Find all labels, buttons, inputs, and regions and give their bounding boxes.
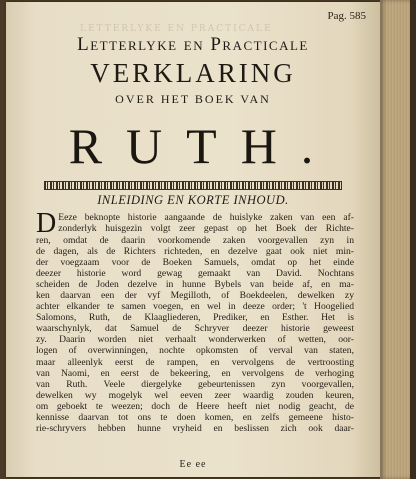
body-text (36, 212, 354, 434)
book-cover-edge (410, 0, 416, 479)
text-line: om geboekt te weezen; doch de Heere heeft niet nodig geacht, de (36, 400, 354, 412)
text-line: scheiden de Joden dezelve in hunne Bybels van beide af, en ma- (36, 279, 354, 291)
bleed-through-text: LETTERLYKE EN PRACTICALE (80, 24, 273, 34)
ornamental-rule (44, 181, 342, 190)
text-lines (36, 235, 354, 434)
text-line: ren, omdat de daarin voorkomende zaken voorgevallen zyn in (36, 235, 354, 246)
text-line: achter elkander te samen voegen, en wel in deeze order; 't Hoogelied (36, 301, 354, 313)
text-line: zy. Daarin worden niet verhaalt wonderwerken of wetten, oor- (36, 334, 354, 346)
title-line-4: RUTH. (68, 118, 338, 174)
drop-cap: D (36, 212, 57, 235)
section-heading: INLEIDING EN KORTE INHOUD. (97, 193, 289, 207)
text-line: deezer historie word gewag gemaakt van David. Nochtans (36, 268, 354, 280)
text-line: van Ruth. Veele diergelyke gebeurtenissen zyn voorgevallen, (36, 378, 354, 390)
text-line: de dagen, als de Richters richteden, en dezelve gaat ook niet min- (36, 246, 354, 258)
text-line: maar alleenlyk eerst de rampen, en vervolgens de vertroosting (36, 356, 354, 368)
text-line: waarschynlyk, dat Samuel de Schryver deezer historie geweest (36, 323, 354, 335)
title-line-2: VERKLARING (90, 58, 296, 88)
text-line: kennisse daarvan tot ons te doen komen, en zelfs gemeene histo- (36, 411, 354, 423)
text-line: ken daarvan een der vyf Megilloth, of Boekdeelen, dewelken zy (36, 290, 354, 302)
text-line: rie-schryvers hebben hunne vryheid en beslissen zich ook daar- (36, 422, 354, 434)
text-line: van Naomi, en eerst de bekeering, en vervolgens de verhoging (36, 367, 354, 379)
page-number: Pag. 585 (327, 10, 366, 22)
signature-mark: Ee ee (179, 459, 207, 470)
text-line: logen of overwinningen, nochte opkomsten of verval van staten, (36, 345, 354, 357)
text-line: Salomons, Ruth, de Klaagliederen, Prediker, en Esther. Het is (36, 312, 354, 324)
book-page (6, 2, 380, 477)
title-line-1: Letterlyke en Practicale (77, 34, 309, 55)
text-line: der voegzaam voor de Boeken Samuels, omdat op het einde (36, 257, 354, 269)
title-line-3: OVER HET BOEK VAN (115, 92, 271, 106)
text-line: dewelken wy mogelyk wel eeven zeer waardig zouden keuren, (36, 389, 354, 401)
text-line: Eeze beknopte historie aangaande de huislyke zaken van een af- (58, 212, 354, 223)
text-line: zonderlyk huisgezin volgt zeer gepast op het Boek der Richte- (58, 223, 354, 235)
opening-paragraph (36, 212, 354, 235)
